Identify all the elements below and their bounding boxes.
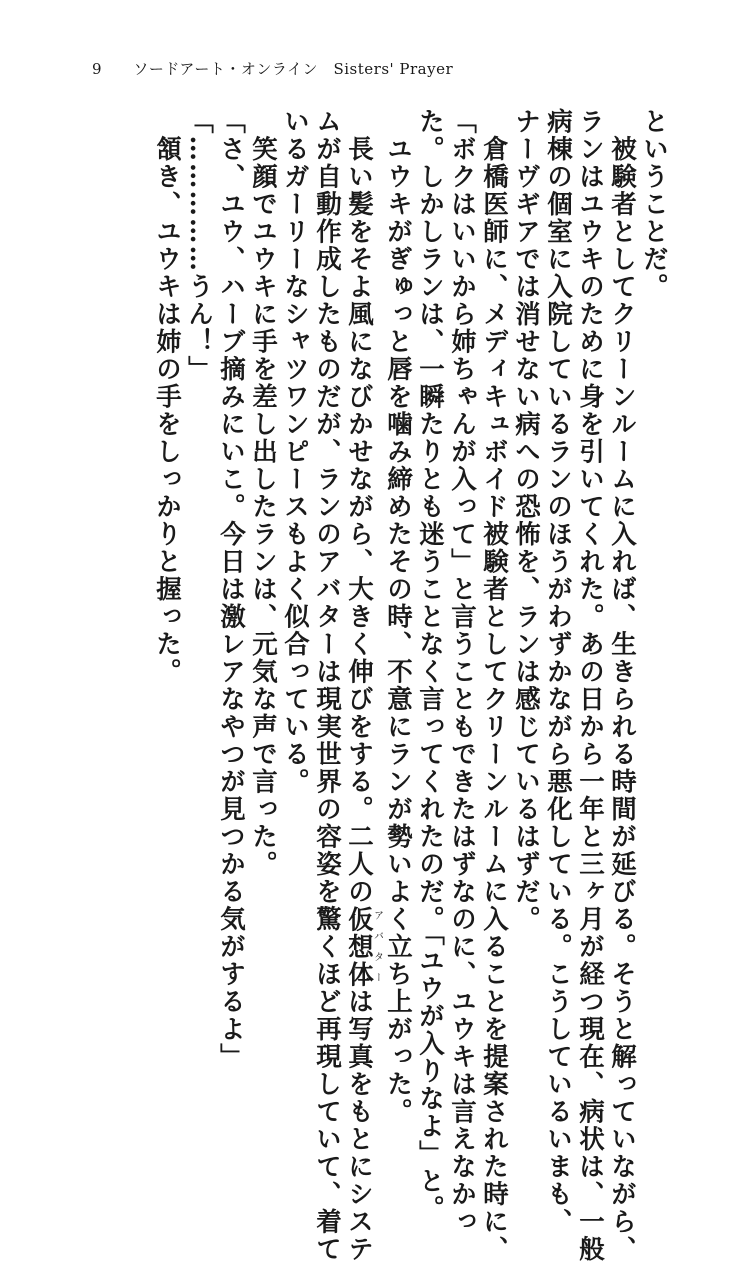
text-line: 「ボクはいいから姉ちゃんが入って」と言うこともできたはずなのに、ユウキは言えなかっ	[447, 108, 477, 1236]
running-header	[92, 58, 453, 79]
text-line: 「……………うん！」	[184, 108, 214, 383]
page-number: 9	[92, 60, 103, 78]
text-line: 倉橋医師に、メディキュボイド被験者としてクリーンルームに入ることを提案された時に、	[479, 108, 509, 1263]
vertical-body-text	[151, 108, 670, 1263]
text-segment: は写真をもとにシステ	[344, 988, 374, 1263]
running-title: ソードアート・オンライン Sisters' Prayer	[133, 60, 454, 78]
ruby-annotation	[344, 905, 383, 989]
text-line: ムが自動作成したものだが、ランのアバターは現実世界の容姿を驚くほど再現していて、着て	[312, 108, 342, 1263]
text-line: 笑顔でユウキに手を差し出したランは、元気な声で言った。	[248, 108, 278, 878]
ruby-reading: アバター	[371, 905, 383, 988]
text-line: 被験者としてクリーンルームに入れば、生きられる時間が延びる。そうと解っていながら、	[607, 108, 637, 1263]
text-line: ユウキがぎゅっと唇を噛み締めたその時、不意にランが勢いよく立ち上がった。	[383, 108, 413, 1126]
text-line: ナーヴギアでは消せない病への恐怖を、ランは感じているはずだ。	[511, 108, 541, 933]
text-line: ということだ。	[639, 108, 669, 301]
text-line: 病棟の個室に入院しているランのほうがわずかながら悪化している。こうしているいまも、	[543, 108, 573, 1236]
text-line: た。しかしランは、一瞬たりとも迷うことなく言ってくれたのだ。「ユウが入りなよ」と。	[415, 108, 445, 1223]
text-line: ランはユウキのために身を引いてくれた。あの日から一年と三ヶ月が経つ現在、病状は、一般	[575, 108, 605, 1263]
text-line: 頷き、ユウキは姉の手をしっかりと握った。	[152, 108, 182, 686]
text-line-with-ruby	[343, 108, 383, 1263]
text-line: 「さ、ユウ、ハーブ摘みにいこ。今日は激レアなやつが見つかる気がするよ」	[216, 108, 246, 1071]
text-line: いるガーリーなシャツワンピースもよく似合っている。	[280, 108, 310, 796]
text-segment: 長い髪をそよ風になびかせながら、大きく伸びをする。二人の	[344, 108, 374, 906]
ruby-base: 仮想体	[344, 905, 374, 988]
